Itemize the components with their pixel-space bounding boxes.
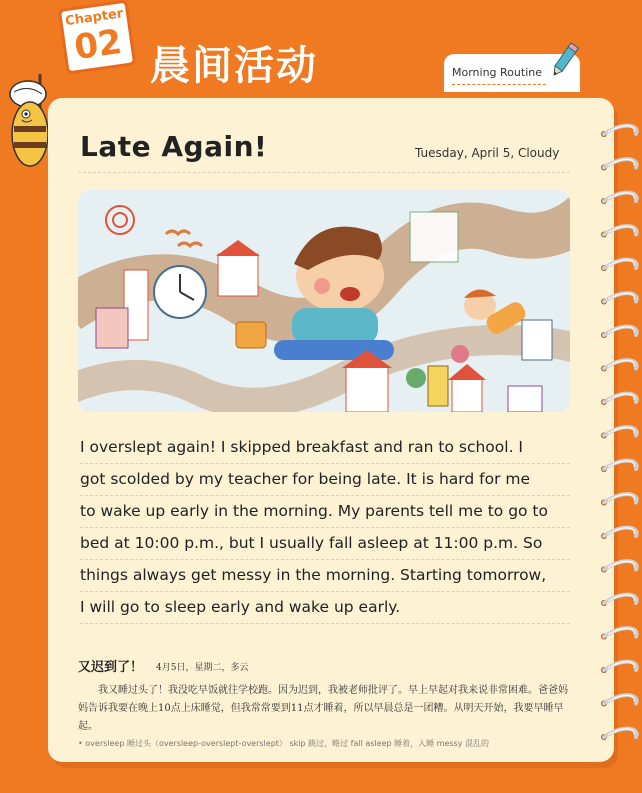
spiral-ring — [601, 494, 637, 505]
translation-date: 4月5日，星期二，多云 — [156, 663, 249, 673]
story-line: I will go to sleep early and wake up early. — [80, 592, 570, 624]
section-tab-underline — [452, 84, 546, 85]
spiral-ring — [601, 662, 637, 673]
spiral-ring-icon — [596, 112, 642, 752]
spiral-ring — [601, 461, 637, 472]
spiral-ring — [601, 327, 637, 338]
chapter-word: Chapter — [64, 6, 125, 30]
spiral-ring — [601, 695, 637, 706]
spiral-ring — [601, 528, 637, 539]
spiral-ring — [601, 126, 637, 137]
spiral-ring — [601, 360, 637, 371]
translation-title: 又迟到了！ — [78, 660, 144, 675]
chapter-badge — [58, 0, 137, 75]
title-divider — [78, 172, 570, 173]
clock-icon — [154, 266, 206, 318]
story-line: bed at 10:00 p.m., but I usually fall asleep at 11:00 p.m. So — [80, 528, 570, 560]
spiral-ring — [601, 595, 637, 606]
spiral-ring — [601, 159, 637, 170]
spiral-ring — [601, 260, 637, 271]
spiral-ring — [601, 193, 637, 204]
story-line: got scolded by my teacher for being late. It is hard for me — [80, 464, 570, 496]
spiral-ring — [601, 729, 637, 740]
spiral-ring — [601, 226, 637, 237]
story-title: Late Again! — [80, 130, 268, 163]
pencil-icon — [548, 40, 580, 80]
spiral-ring — [601, 427, 637, 438]
vocabulary-note: • oversleep 睡过头（oversleep-overslept-overslept） skip 跳过，略过 fall asleep 睡着，入睡 messy 混乱的 — [78, 739, 489, 748]
story-line: to wake up early in the morning. My parents tell me to go to — [80, 496, 570, 528]
spiral-ring — [601, 628, 637, 639]
story-illustration — [78, 190, 570, 412]
spiral-ring — [601, 293, 637, 304]
spiral-ring — [601, 394, 637, 405]
translation-body: 我又睡过头了！我没吃早饭就往学校跑。因为迟到，我被老师批评了。早上早起对我来说非常困难。爸爸妈妈告诉我要在晚上10点上床睡觉，但我常常要到11点才睡着，所以早晨总是一团糟。从明天开始，我要早睡早起。 — [78, 685, 568, 732]
story-date: Tuesday, April 5, Cloudy — [415, 146, 560, 160]
chapter-number: 02 — [71, 21, 125, 69]
story-text — [80, 432, 570, 624]
section-tab-label: Morning Routine — [452, 66, 542, 79]
spiral-ring — [601, 561, 637, 572]
story-line: things always get messy in the morning. Starting tomorrow, — [80, 560, 570, 592]
story-line: I overslept again! I skipped breakfast and ran to school. I — [80, 432, 570, 464]
chapter-title: 晨间活动 — [150, 43, 318, 89]
